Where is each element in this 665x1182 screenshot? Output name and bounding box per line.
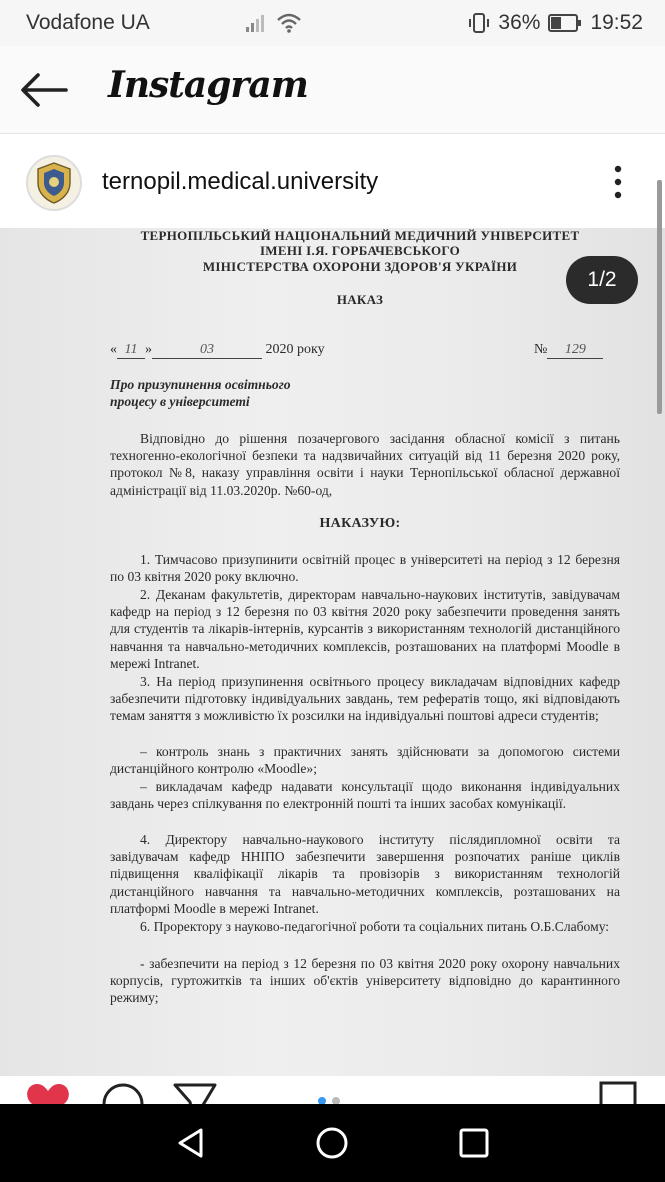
- doc-paragraph-3a: – контроль знань з практичних занять здійснювати за допомогою системи дистанційного контролю «Moodle»;: [110, 744, 620, 777]
- doc-header-line3: МІНІСТЕРСТВА ОХОРОНИ ЗДОРОВ'Я УКРАЇНИ: [202, 259, 518, 274]
- share-icon[interactable]: [172, 1082, 218, 1104]
- subject-line2: процесу в університеті: [110, 394, 250, 410]
- recents-square-icon[interactable]: [457, 1126, 491, 1160]
- post-actions: [0, 1076, 665, 1104]
- subject-line1: Про призупинення освітнього: [110, 377, 291, 392]
- vibrate-icon: [468, 12, 490, 34]
- date-day: 11: [117, 341, 145, 359]
- date-mid: »: [145, 342, 152, 357]
- carrier-name: Vodafone UA: [26, 11, 150, 34]
- signal-icon: [244, 13, 268, 33]
- doc-order-title: НАКАЗ: [336, 292, 384, 307]
- doc-number: [534, 341, 624, 359]
- home-circle-icon[interactable]: [315, 1126, 349, 1160]
- carousel-indicator: 1/2: [566, 256, 638, 304]
- post-username[interactable]: ternopil.medical.university: [102, 168, 379, 195]
- status-bar: [0, 0, 665, 46]
- status-right: [244, 11, 643, 35]
- heart-icon[interactable]: [24, 1082, 72, 1104]
- battery-percent: 36%: [498, 11, 541, 34]
- doc-paragraph-3b: – викладачам кафедр надавати консультації щодо виконання індивідуальних завдань через спілкування по електронній пошті та інших засобах комунікації.: [110, 779, 620, 812]
- doc-paragraph-4: 4. Директору навчально-наукового інституту післядипломної освіти та завідувачам кафедр ННІПО забезпечити завершення розпочатих раніше циклів підвищення кваліфікації лікарів та провізорів з використанням технологій дистанційного навчання та навчально-методичних комплексів, розташованих на платформі Moodle в мережі Intranet.: [110, 832, 620, 916]
- more-vertical-icon[interactable]: [608, 164, 628, 200]
- battery-icon: [548, 14, 582, 32]
- doc-paragraph-6: 6. Проректору з науково-педагогічної роботи та соціальних питань О.Б.Слабому:: [140, 919, 610, 934]
- carousel-dots: [314, 1096, 354, 1104]
- comment-icon[interactable]: [100, 1082, 146, 1104]
- save-icon[interactable]: [598, 1080, 638, 1104]
- arrow-left-icon[interactable]: [18, 70, 70, 110]
- doc-paragraph-1: 1. Тимчасово призупинити освітній процес в університеті на період з 12 березня по 03 квітня 2020 року включно.: [110, 552, 620, 585]
- date-month: 03: [152, 341, 262, 359]
- doc-paragraph-6a: - забезпечити на період з 12 березня по 03 квітня 2020 року охорону навчальних корпусів, гуртожитків та інших об'єктів університету відповідно до карантинного режиму;: [110, 956, 620, 1006]
- doc-header-line2: ІМЕНІ І.Я. ГОРБАЧЕВСЬКОГО: [259, 243, 461, 258]
- app-bar: [0, 46, 665, 134]
- doc-order-word: НАКАЗУЮ:: [319, 516, 401, 531]
- avatar[interactable]: [26, 155, 82, 211]
- app-title: Instagram: [108, 64, 308, 106]
- number-label: №: [534, 342, 548, 357]
- clock: 19:52: [590, 11, 643, 34]
- doc-header-line1: ТЕРНОПІЛЬСЬКИЙ НАЦІОНАЛЬНИЙ МЕДИЧНИЙ УНІВЕРСИТЕТ: [140, 228, 580, 243]
- doc-paragraph-2: 2. Деканам факультетів, директорам навчально-наукових інститутів, завідувачам кафедр на період з 12 березня по 03 квітня 2020 року забезпечити проведення занять для студентів та лікарів-інтернів, курсантів з використанням технологій дистанційного навчання та навчально-методичних комплексів, розташованих на платформі Moodle в мережі Intranet.: [110, 587, 620, 671]
- back-triangle-icon[interactable]: [174, 1126, 208, 1160]
- doc-paragraph-3: 3. На період призупинення освітнього процесу викладачам відповідних кафедр забезпечити підготовку індивідуальних завдань, тем рефератів тощо, які відповідають темам заняття з можливістю їх розсилки на індивідуальні поштові адреси студентів;: [110, 674, 620, 724]
- number-value: 129: [547, 341, 603, 359]
- date-year: 2020 року: [265, 342, 325, 357]
- doc-intro: Відповідно до рішення позачергового засідання обласної комісії з питань техногенно-екологічної безпеки та надзвичайних ситуацій від 11 березня 2020 року, протокол №8, наказу управління освіти і науки Тернопільської обласної державної адміністрації від 11.03.2020р. №60-од,: [110, 431, 620, 498]
- post-header: [0, 134, 665, 228]
- university-crest-icon: [34, 161, 74, 205]
- doc-date-line: [110, 341, 350, 359]
- doc-subject: [110, 376, 410, 410]
- date-prefix: «: [110, 342, 117, 357]
- scrollbar[interactable]: [657, 180, 662, 414]
- android-nav-bar: [0, 1104, 665, 1182]
- wifi-icon: [276, 13, 302, 33]
- post-image-document[interactable]: [0, 228, 665, 1108]
